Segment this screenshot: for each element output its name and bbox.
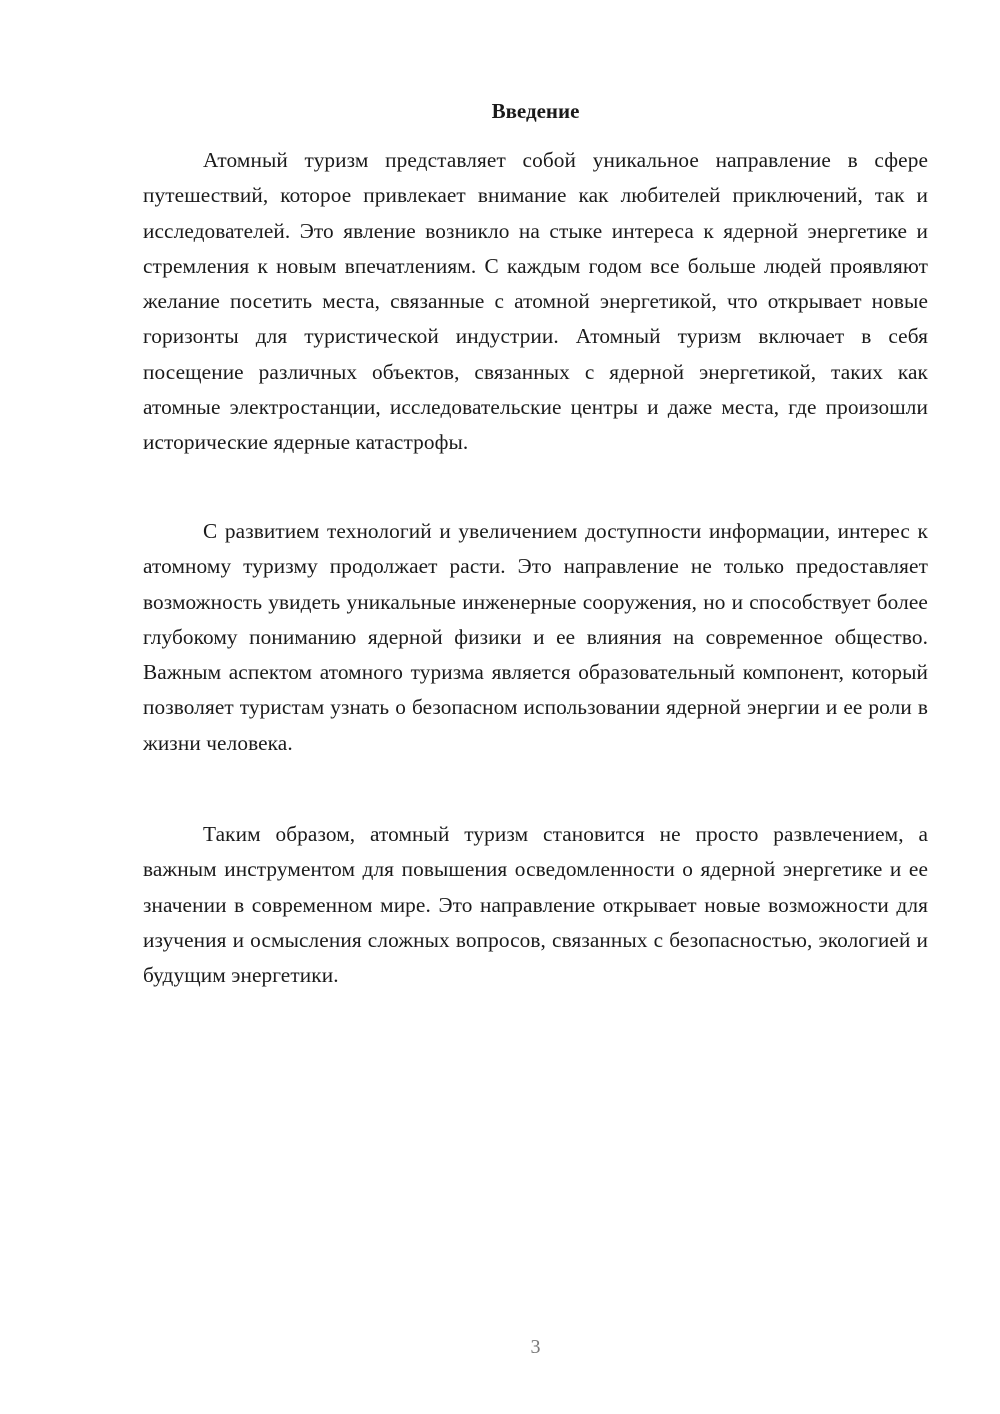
paragraph-2: С развитием технологий и увеличением доступности информации, интерес к атомному туризму продолжает расти. Это направление не только предоставляет возможность увидеть уникальные инженерные сооружения, но и способствует более глубокому пониманию ядерной физики и ее влияния на современное общество. Важным аспектом атомного туризма является образовательный компонент, который позволяет туристам узнать о безопасном использовании ядерной энергии и ее роли в жизни человека. xyxy=(143,519,928,755)
paragraph-1: Атомный туризм представляет собой уникальное направление в сфере путешествий, которое привлекает внимание как любителей приключений, так и исследователей. Это явление возникло на стыке интереса к ядерной энергетике и стремления к новым впечатлениям. С каждым годом все больше людей проявляют желание посетить места, связанные с атомной энергетикой, что открывает новые горизонты для туристической индустрии. Атомный туризм включает в себя посещение различных объектов, связанных с ядерной энергетикой, таких как атомные электростанции, исследовательские центры и даже места, где произошли исторические ядерные катастрофы. xyxy=(143,148,928,455)
paragraph-3: Таким образом, атомный туризм становится не просто развлечением, а важным инструментом для повышения осведомленности о ядерной энергетике и ее значении в современном мире. Это направление открывает новые возможности для изучения и осмысления сложных вопросов, связанных с безопасностью, экологией и будущим энергетики. xyxy=(143,822,928,988)
page-title: Введение xyxy=(491,99,580,123)
page-number: 3 xyxy=(530,1336,541,1358)
